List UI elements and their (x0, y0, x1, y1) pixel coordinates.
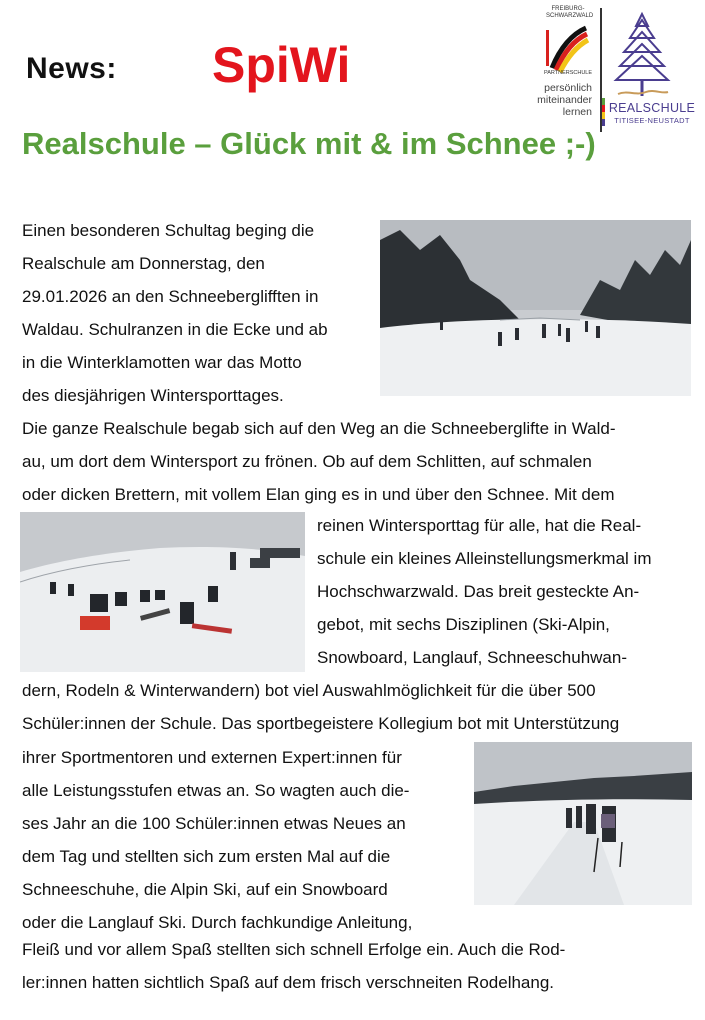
article-headline: Realschule – Glück mit & im Schnee ;-) (22, 126, 596, 161)
school-name: REALSCHULE (608, 101, 696, 115)
school-motto: persönlich miteinander lernen (537, 82, 592, 118)
school-logo (530, 6, 700, 136)
paragraph-5: ihrer Sportmentoren und externen Expert:innen für alle Leistungsstufen etwas an. So wagten auch die- ses Jahr an die 100 Schüler:innen etwas Neues an dem Tag und stellten sich zum ersten Mal auf die Schneeschuhe, die Alpin Ski, auf ein Snowboard oder die Langlauf Ski. Durch fachkundige Anleitung, (22, 748, 413, 932)
partner-badge (543, 6, 594, 78)
badge-bottom-text: PARTNERSCHULE (543, 70, 593, 76)
school-place: TITISEE-NEUSTADT (614, 116, 690, 125)
paragraph-3: reinen Wintersporttag für alle, hat die Real- schule ein kleines Alleinstellungsmerkmal im Hochschwarzwald. Das breit gesteckte An- gebot, mit sechs Disziplinen (Ski-Alpin, Snowboard, Langlauf, Schneeschuhwan- (317, 516, 652, 667)
paragraph-1: Einen besonderen Schultag beging die Realschule am Donnerstag, den 29.01.2026 an den Schneeberglifften in Waldau. Schulranzen in die Ecke und ab in die Winterklamotten war das Motto des diesjährigen Wintersporttages. (22, 221, 328, 405)
news-label: News: (26, 52, 117, 85)
paragraph-2: Die ganze Realschule begab sich auf den Weg an die Schneeberglifte in Wald- au, um dort dem Wintersport zu frönen. Ob auf dem Schlitten, auf schmalen oder dicken Brettern, mit vollem Elan ging es in und über den Schnee. Mit dem (22, 419, 616, 504)
snowboard-photo (20, 512, 305, 672)
paragraph-4: dern, Rodeln & Winterwandern) bot viel Auswahlmöglichkeit für die über 500 Schüler:innen der Schule. Das sportbegeistere Kollegium bot mit Unterstützung (22, 681, 620, 733)
ski-slope-photo (380, 220, 691, 396)
paragraph-6: Fleiß und vor allem Spaß stellten sich schnell Erfolge ein. Auch die Rod- ler:innen hatten sichtlich Spaß auf dem frisch verschneiten Rodelhang. (22, 940, 566, 992)
snowshoe-photo (474, 742, 692, 905)
badge-top-text: FREIBURG-SCHWARZWALD (546, 6, 594, 19)
page-title: SpiWi (212, 37, 351, 93)
tree-icon (612, 10, 672, 98)
